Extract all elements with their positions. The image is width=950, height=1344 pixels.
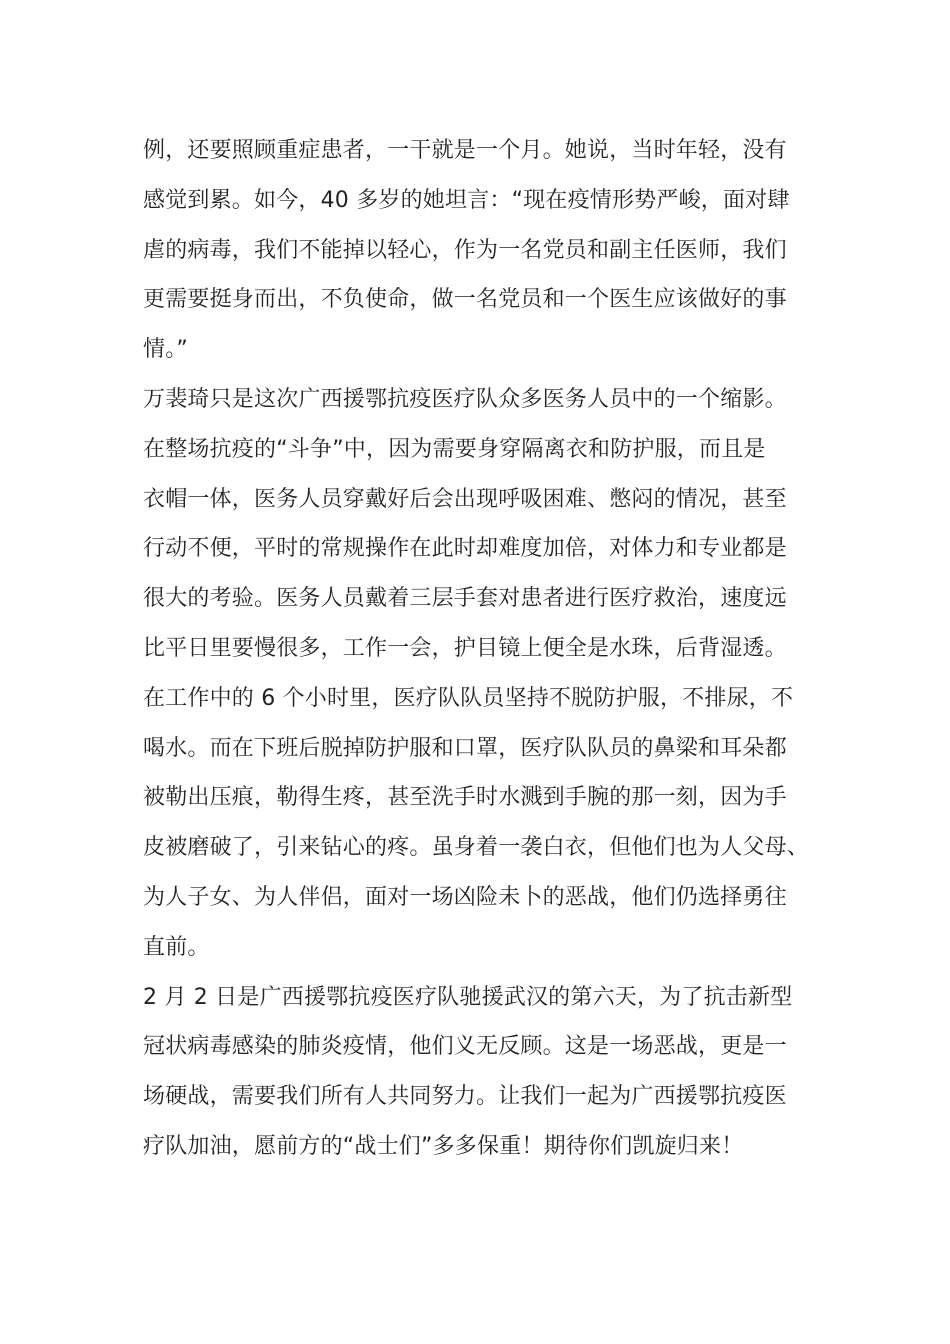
text-line: 直前。 (143, 934, 210, 960)
text-line: 例，还要照顾重症患者，一干就是一个月。她说，当时年轻，没有 (143, 138, 787, 163)
text-line: 行动不便，平时的常规操作在此时却难度加倍，对体力和专业都是 (143, 536, 787, 562)
text-line: 皮被磨破了，引来钻心的疼。虽身着一袭白衣，但他们也为人父母、 (143, 835, 810, 861)
text-line: 衣帽一体，医务人员穿戴好后会出现呼吸困难、憋闷的情况，甚至 (143, 486, 787, 512)
text-line: 在整场抗疫的“斗争”中，因为需要身穿隔离衣和防护服，而且是 (143, 436, 766, 462)
text-line: 被勒出压痕，勒得生疼，甚至洗手时水溅到手腕的那一刻，因为手 (143, 785, 787, 811)
paragraph-1 (143, 126, 809, 375)
text-line: 情。” (143, 337, 188, 363)
document-body (143, 126, 809, 1172)
paragraph-2 (143, 375, 809, 973)
text-line: 万裴琦只是这次广西援鄂抗疫医疗队众多医务人员中的一个缩影。 (143, 386, 787, 412)
text-line: 感觉到累。如今，40 多岁的她坦言：“现在疫情形势严峻，面对肆 (143, 187, 790, 213)
text-line: 疗队加油，愿前方的“战士们”多多保重！期待你们凯旋归来！ (143, 1133, 744, 1159)
text-line: 2 月 2 日是广西援鄂抗疫医疗队驰援武汉的第六天，为了抗击新型 (143, 984, 793, 1010)
text-line: 比平日里要慢很多，工作一会，护目镜上便全是水珠，后背湿透。 (143, 635, 787, 661)
text-line: 喝水。而在下班后脱掉防护服和口罩，医疗队队员的鼻梁和耳朵都 (143, 735, 787, 761)
paragraph-3 (143, 973, 809, 1172)
text-line: 虐的病毒，我们不能掉以轻心，作为一名党员和副主任医师，我们 (143, 237, 787, 263)
text-line: 冠状病毒感染的肺炎疫情，他们义无反顾。这是一场恶战，更是一 (143, 1034, 787, 1060)
text-line: 更需要挺身而出，不负使命，做一名党员和一个医生应该做好的事 (143, 287, 787, 313)
text-line: 很大的考验。医务人员戴着三层手套对患者进行医疗救治，速度远 (143, 586, 787, 612)
text-line: 在工作中的 6 个小时里，医疗队队员坚持不脱防护服，不排尿，不 (143, 685, 794, 711)
text-line: 场硬战，需要我们所有人共同努力。让我们一起为广西援鄂抗疫医 (143, 1084, 787, 1110)
text-line: 为人子女、为人伴侣，面对一场凶险未卜的恶战，他们仍选择勇往 (143, 884, 787, 910)
